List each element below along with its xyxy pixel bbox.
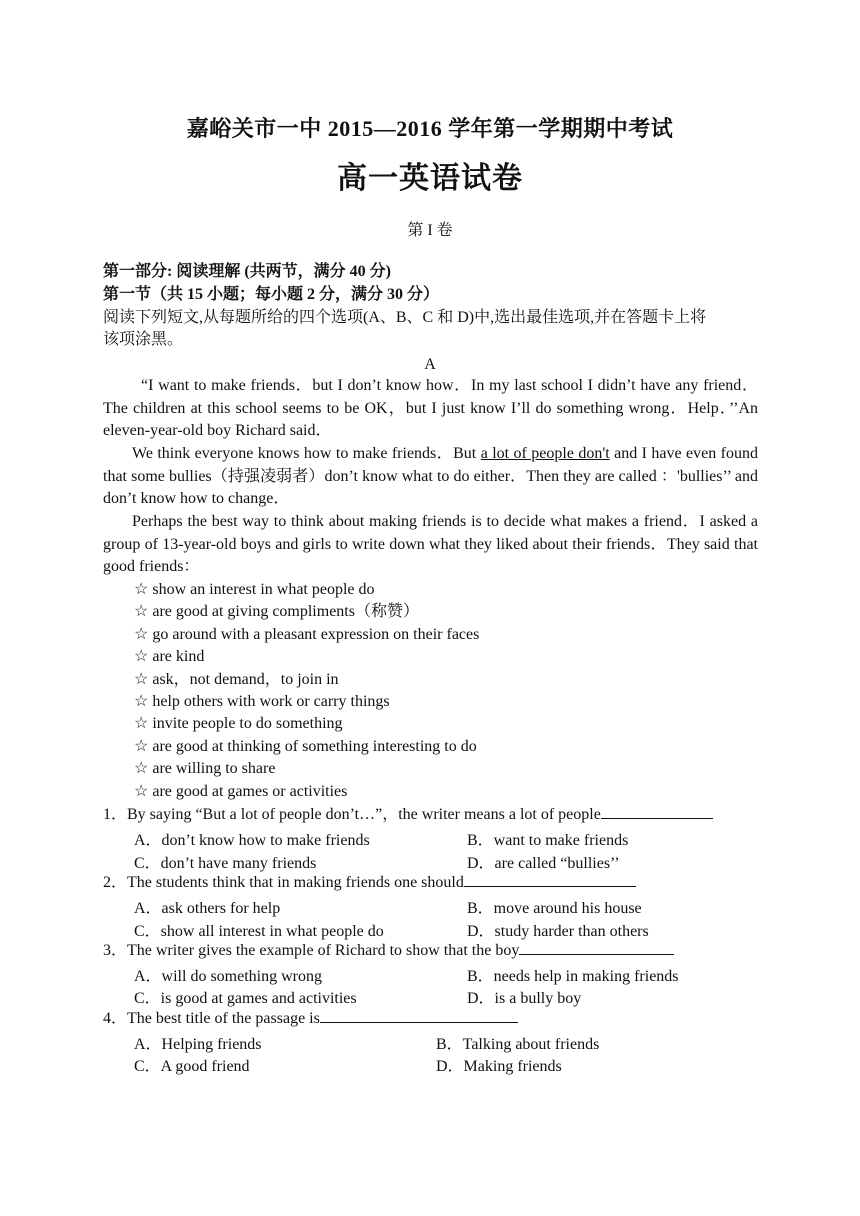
option-3c: C．is good at games and activities bbox=[134, 990, 357, 1007]
good-friends-list bbox=[134, 579, 479, 803]
answer-blank bbox=[464, 872, 636, 887]
instruction-line-1: 阅读下列短文,从每题所给的四个选项(A、B、C 和 D)中,选出最佳选项,并在答题卡上将 bbox=[103, 309, 707, 326]
option-1b: B．want to make friends bbox=[467, 832, 629, 849]
underlined-phrase: a lot of people don't bbox=[480, 445, 610, 462]
option-1a: A．don’t know how to make friends bbox=[134, 832, 370, 849]
option-2b: B．move around his house bbox=[467, 900, 642, 917]
list-item: ☆ invite people to do something bbox=[134, 715, 343, 733]
list-item: ☆ help others with work or carry things bbox=[134, 693, 390, 711]
exam-title: 高一英语试卷 bbox=[337, 162, 523, 195]
school-exam-title: 嘉峪关市一中 2015—2016 学年第一学期期中考试 bbox=[186, 116, 674, 141]
answer-blank bbox=[601, 804, 713, 819]
list-item: ☆ show an interest in what people do bbox=[134, 581, 375, 598]
option-1c: C．don’t have many friends bbox=[134, 855, 317, 872]
option-4c: C．A good friend bbox=[134, 1058, 250, 1075]
question-2-stem: 2．The students think that in making friends one should bbox=[103, 874, 464, 891]
option-3b: B．needs help in making friends bbox=[467, 968, 679, 985]
option-2c: C．show all interest in what people do bbox=[134, 923, 384, 940]
paragraph-2-end: and I have even found that some bullies（持强凌弱者）don’t know what to do either．Then they are called ：'bullies’’ and don’t know how to change． bbox=[103, 445, 758, 508]
passage-paragraph-2 bbox=[103, 443, 758, 511]
passage-paragraph-3: Perhaps the best way to think about making friends is to decide what makes a friend．I asked a group of 13-year-old boys and girls to write down what they liked about their friends．They said that good friends： bbox=[103, 513, 758, 576]
instruction-line-2: 该项涂黑。 bbox=[103, 331, 184, 348]
option-4a: A．Helping friends bbox=[134, 1036, 262, 1053]
option-4d: D．Making friends bbox=[436, 1058, 562, 1075]
list-item: ☆ are willing to share bbox=[134, 760, 276, 778]
list-item: ☆ are good at games or activities bbox=[134, 782, 348, 800]
passage-label: A bbox=[424, 356, 436, 373]
list-item: ☆ ask，not demand，to join in bbox=[134, 670, 339, 688]
question-1 bbox=[103, 804, 713, 827]
option-3d: D．is a bully boy bbox=[467, 990, 582, 1007]
part-heading: 第一部分: 阅读理解 (共两节，满分 40 分) bbox=[103, 263, 391, 280]
question-3-stem: 3．The writer gives the example of Richard to show that the boy bbox=[103, 942, 520, 959]
subsection-heading: 第一节（共 15 小题；每小题 2 分，满分 30 分） bbox=[103, 286, 440, 303]
list-item: ☆ are good at giving compliments（称赞） bbox=[134, 603, 419, 621]
option-2d: D．study harder than others bbox=[467, 923, 649, 940]
option-3a: A．will do something wrong bbox=[134, 968, 322, 985]
list-item: ☆ go around with a pleasant expression on their faces bbox=[134, 625, 480, 643]
volume-label: 第 I 卷 bbox=[407, 222, 453, 239]
question-1-stem: 1．By saying “But a lot of people don’t…”，the writer means a lot of people bbox=[103, 806, 601, 823]
answer-blank bbox=[519, 940, 674, 955]
question-4-stem: 4．The best title of the passage is bbox=[103, 1010, 320, 1027]
list-item: ☆ are good at thinking of something interesting to do bbox=[134, 737, 477, 755]
option-2a: A．ask others for help bbox=[134, 900, 281, 917]
option-4b: B．Talking about friends bbox=[436, 1036, 600, 1053]
paragraph-2-start: We think everyone knows how to make friends．But bbox=[132, 445, 481, 462]
question-2 bbox=[103, 872, 636, 895]
passage-paragraph-1: “I want to make friends．but I don’t know how．In my last school I didn’t have any friend．The children at this school seems to be OK，but I just know I’ll do something wrong．Help．’’An eleven-year-old boy Richard said． bbox=[103, 377, 759, 440]
question-3 bbox=[103, 940, 674, 963]
answer-blank bbox=[320, 1008, 518, 1023]
list-item: ☆ are kind bbox=[134, 648, 205, 666]
option-1d: D．are called “bullies’’ bbox=[467, 855, 620, 872]
question-4 bbox=[103, 1008, 518, 1031]
